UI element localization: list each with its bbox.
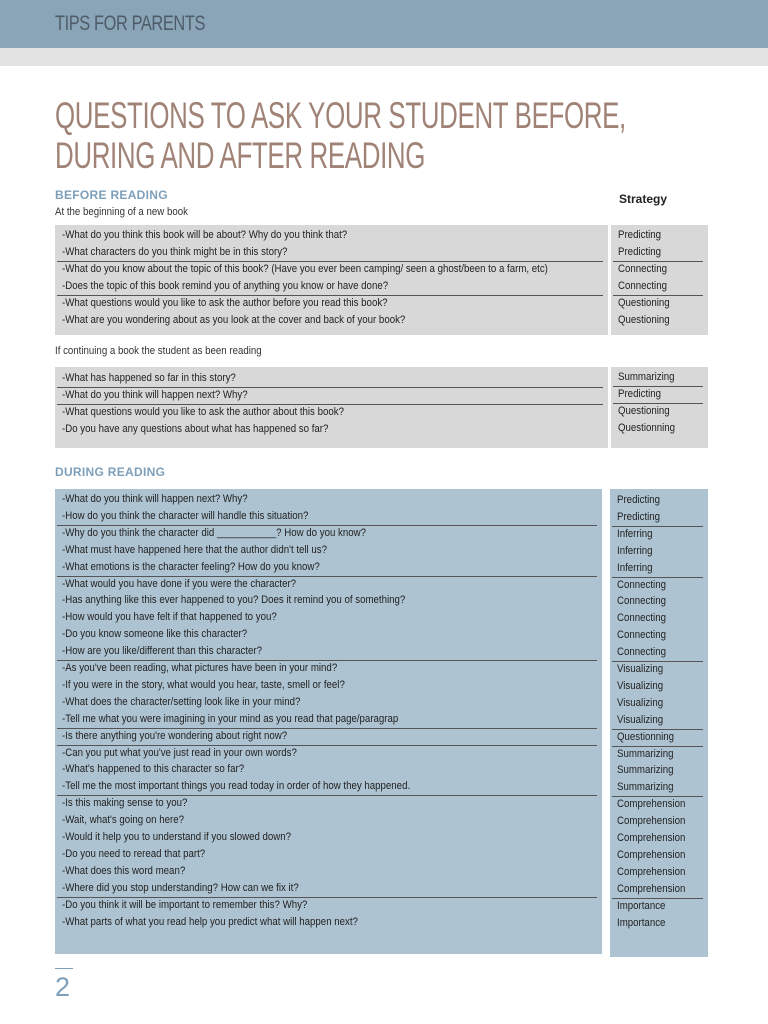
question-text: -As you've been reading, what pictures have been in your mind? bbox=[62, 662, 338, 674]
group-divider bbox=[612, 526, 703, 527]
strategy-cell bbox=[617, 881, 695, 898]
strategy-text: Predicting bbox=[618, 229, 662, 241]
group-divider bbox=[613, 403, 703, 404]
strategy-cell bbox=[618, 244, 667, 261]
question-text: -Why do you think the character did ___________? How do you know? bbox=[62, 526, 367, 539]
question-row bbox=[62, 404, 382, 421]
question-text: -What emotions is the character feeling? How do you know? bbox=[62, 560, 320, 573]
question-text: -What has happened so far in this story? bbox=[62, 372, 236, 384]
group-divider bbox=[612, 796, 703, 797]
strategy-text: Predicting bbox=[617, 510, 661, 523]
question-row bbox=[62, 728, 318, 745]
group-divider bbox=[57, 897, 597, 898]
question-row bbox=[62, 643, 289, 660]
question-text: -What does this word mean? bbox=[62, 864, 186, 877]
group-divider bbox=[57, 525, 597, 526]
strategy-cell bbox=[617, 526, 657, 543]
question-row bbox=[62, 626, 272, 643]
page-number: 2 bbox=[55, 972, 71, 1002]
strategy-cell bbox=[617, 847, 695, 864]
question-row bbox=[62, 421, 365, 438]
question-text: -Tell me what you were imagining in your mind as you read that page/paragrap bbox=[62, 712, 399, 725]
group-divider bbox=[57, 795, 597, 796]
question-text: -What must have happened here that the author didn't tell us? bbox=[62, 543, 327, 556]
group-divider bbox=[612, 746, 703, 747]
question-row bbox=[62, 745, 329, 762]
question-text: -What would you have done if you were the character? bbox=[62, 577, 297, 590]
group-divider bbox=[613, 295, 703, 296]
strategy-text: Comprehension bbox=[617, 832, 686, 844]
question-text: -What questions would you like to ask the author before you read this book? bbox=[62, 297, 388, 309]
strategy-text: Summarizing bbox=[618, 371, 675, 383]
question-text: -How do you think the character will handle this situation? bbox=[62, 509, 309, 522]
strategy-cell bbox=[618, 386, 667, 403]
question-text: -What do you know about the topic of this book? (Have you ever been camping/ seen a ghost/been to a farm, etc) bbox=[62, 263, 548, 275]
group-divider bbox=[612, 729, 703, 730]
question-row bbox=[62, 576, 328, 593]
strategy-text: Summarizing bbox=[617, 764, 674, 777]
strategy-cell bbox=[617, 712, 669, 729]
question-text: -How would you have felt if that happened to you? bbox=[62, 611, 277, 624]
question-text: -What's happened to this character so far? bbox=[62, 763, 245, 776]
question-text: -If you were in the story, what would you hear, taste, smell or feel? bbox=[62, 678, 345, 691]
strategy-cell bbox=[617, 577, 673, 594]
strategy-column-header: Strategy bbox=[619, 192, 668, 206]
question-row bbox=[62, 761, 269, 778]
question-row bbox=[62, 677, 383, 694]
strategy-cell bbox=[618, 278, 674, 295]
group-divider bbox=[57, 387, 603, 388]
question-row bbox=[62, 609, 306, 626]
question-row bbox=[62, 694, 333, 711]
strategy-cell bbox=[617, 610, 673, 627]
strategy-cell bbox=[617, 796, 695, 813]
question-row bbox=[62, 711, 444, 728]
strategy-text: Predicting bbox=[618, 246, 662, 258]
strategy-text: Summarizing bbox=[617, 781, 674, 794]
header-bar bbox=[0, 0, 768, 48]
strategy-cell bbox=[617, 695, 669, 712]
strategy-cell bbox=[617, 593, 673, 610]
strategy-text: Connecting bbox=[617, 612, 666, 625]
question-text: -Where did you stop understanding? How can we fix it? bbox=[62, 881, 299, 894]
strategy-cell bbox=[618, 261, 674, 278]
question-row bbox=[62, 387, 273, 404]
strategy-cell bbox=[618, 369, 682, 386]
strategy-text: Questionning bbox=[617, 730, 675, 743]
question-text: -What questions would you like to ask the author about this book? bbox=[62, 406, 344, 418]
question-row bbox=[62, 660, 375, 677]
group-divider bbox=[612, 661, 703, 662]
strategy-text: Questioning bbox=[618, 297, 670, 309]
during-reading-heading: DURING READING bbox=[55, 465, 166, 479]
continuing-book-note: If continuing a book the student as been reading bbox=[55, 345, 262, 357]
strategy-text: Predicting bbox=[618, 388, 662, 400]
strategy-cell bbox=[617, 627, 673, 644]
question-row bbox=[62, 295, 432, 312]
question-text: -What characters do you think might be in this story? bbox=[62, 246, 288, 258]
question-text: -What are you wondering about as you look at the cover and back of your book? bbox=[62, 314, 406, 326]
group-divider bbox=[57, 261, 603, 262]
strategy-cell bbox=[617, 509, 666, 526]
strategy-text: Connecting bbox=[617, 578, 666, 591]
question-row bbox=[62, 508, 342, 525]
strategy-cell bbox=[618, 227, 667, 244]
strategy-text: Comprehension bbox=[617, 815, 686, 828]
strategy-cell bbox=[617, 864, 695, 881]
question-text: -Can you put what you've just read in your own words? bbox=[62, 746, 297, 759]
new-book-note: At the beginning of a new book bbox=[55, 206, 188, 218]
question-row bbox=[62, 880, 331, 897]
page-title: QUESTIONS TO ASK YOUR STUDENT BEFORE, DURING AND AFTER READING bbox=[55, 95, 626, 176]
strategy-text: Comprehension bbox=[617, 882, 686, 895]
question-text: -Is this making sense to you? bbox=[62, 797, 188, 810]
question-row bbox=[62, 227, 386, 244]
question-row bbox=[62, 370, 260, 387]
group-divider bbox=[57, 295, 603, 296]
group-divider bbox=[612, 898, 703, 899]
header-title: TIPS FOR PARENTS bbox=[55, 12, 206, 35]
strategy-text: Questioning bbox=[618, 405, 670, 417]
strategy-text: Visualizing bbox=[617, 679, 664, 692]
strategy-cell bbox=[617, 813, 695, 830]
question-row bbox=[62, 863, 202, 880]
question-text: -Has anything like this ever happened to you? Does it remind you of something? bbox=[62, 594, 406, 607]
question-row bbox=[62, 914, 398, 931]
page-number-rule bbox=[55, 968, 73, 969]
question-text: -Do you know someone like this character? bbox=[62, 628, 248, 641]
strategy-text: Summarizing bbox=[617, 747, 674, 760]
question-row bbox=[62, 897, 341, 914]
question-text: -Do you need to reread that part? bbox=[62, 847, 206, 860]
group-divider bbox=[612, 577, 703, 578]
question-row bbox=[62, 795, 204, 812]
strategy-cell bbox=[617, 678, 669, 695]
strategy-text: Connecting bbox=[617, 646, 666, 659]
question-row bbox=[62, 846, 225, 863]
strategy-cell bbox=[617, 644, 673, 661]
strategy-cell bbox=[617, 762, 681, 779]
strategy-text: Visualizing bbox=[617, 713, 664, 726]
group-divider bbox=[57, 728, 597, 729]
question-text: -Would it help you to understand if you slowed down? bbox=[62, 831, 292, 843]
strategy-cell bbox=[617, 830, 695, 847]
strategy-text: Comprehension bbox=[617, 865, 686, 878]
strategy-text: Questionning bbox=[618, 422, 676, 434]
strategy-text: Importance bbox=[617, 899, 666, 912]
group-divider bbox=[57, 576, 597, 577]
question-row bbox=[62, 812, 201, 829]
strategy-text: Importance bbox=[617, 916, 666, 929]
question-text: -How are you like/different than this character? bbox=[62, 645, 262, 658]
strategy-text: Predicting bbox=[617, 494, 661, 506]
question-row bbox=[62, 261, 614, 278]
strategy-cell bbox=[617, 779, 681, 796]
strategy-cell bbox=[617, 492, 666, 509]
question-text: -Tell me the most important things you read today in order of how they happened. bbox=[62, 780, 411, 793]
question-row bbox=[62, 592, 452, 609]
question-row bbox=[62, 525, 408, 542]
strategy-text: Connecting bbox=[618, 280, 667, 292]
strategy-text: Inferring bbox=[617, 527, 653, 540]
strategy-cell bbox=[618, 295, 677, 312]
strategy-cell bbox=[617, 898, 672, 915]
strategy-text: Questioning bbox=[618, 314, 670, 326]
group-divider bbox=[57, 745, 597, 746]
strategy-text: Comprehension bbox=[617, 798, 686, 811]
question-text: -Does the topic of this book remind you of anything you know or have done? bbox=[62, 280, 389, 292]
question-text: -Do you have any questions about what has happened so far? bbox=[62, 423, 329, 435]
question-row bbox=[62, 244, 318, 261]
question-text: -What do you think this book will be about? Why do you think that? bbox=[62, 229, 348, 241]
question-text: -What does the character/setting look like in your mind? bbox=[62, 695, 301, 708]
question-row bbox=[62, 278, 433, 295]
strategy-text: Connecting bbox=[618, 263, 667, 275]
question-text: -What parts of what you read help you predict what will happen next? bbox=[62, 915, 358, 928]
question-row bbox=[62, 559, 355, 576]
question-text: -Do you think it will be important to remember this? Why? bbox=[62, 898, 308, 911]
strategy-cell bbox=[618, 403, 677, 420]
group-divider bbox=[613, 386, 703, 387]
strategy-cell bbox=[617, 560, 657, 577]
strategy-cell bbox=[617, 729, 682, 746]
question-row bbox=[62, 491, 273, 508]
strategy-text: Inferring bbox=[617, 561, 653, 574]
strategy-text: Visualizing bbox=[617, 663, 664, 675]
strategy-text: Connecting bbox=[617, 595, 666, 608]
question-row bbox=[62, 829, 322, 846]
strategy-text: Inferring bbox=[617, 544, 653, 557]
strategy-text: Connecting bbox=[617, 629, 666, 642]
question-row bbox=[62, 542, 363, 559]
strategy-cell bbox=[617, 543, 657, 560]
question-text: -What do you think will happen next? Why? bbox=[62, 389, 248, 401]
strategy-cell bbox=[617, 746, 681, 763]
strategy-cell bbox=[618, 312, 677, 329]
before-reading-heading: BEFORE READING bbox=[55, 188, 168, 202]
strategy-cell bbox=[618, 420, 683, 437]
strategy-cell bbox=[617, 661, 669, 678]
strategy-text: Visualizing bbox=[617, 696, 664, 709]
question-row bbox=[62, 312, 452, 329]
question-row bbox=[62, 778, 458, 795]
question-text: -Is there anything you're wondering about right now? bbox=[62, 729, 288, 742]
strategy-cell bbox=[617, 915, 672, 932]
group-divider bbox=[613, 261, 703, 262]
strategy-text: Comprehension bbox=[617, 848, 686, 861]
group-divider bbox=[57, 404, 603, 405]
question-text: -What do you think will happen next? Why? bbox=[62, 493, 248, 505]
header-stripe bbox=[0, 48, 768, 66]
question-text: -Wait, what's going on here? bbox=[62, 814, 185, 827]
group-divider bbox=[57, 660, 597, 661]
